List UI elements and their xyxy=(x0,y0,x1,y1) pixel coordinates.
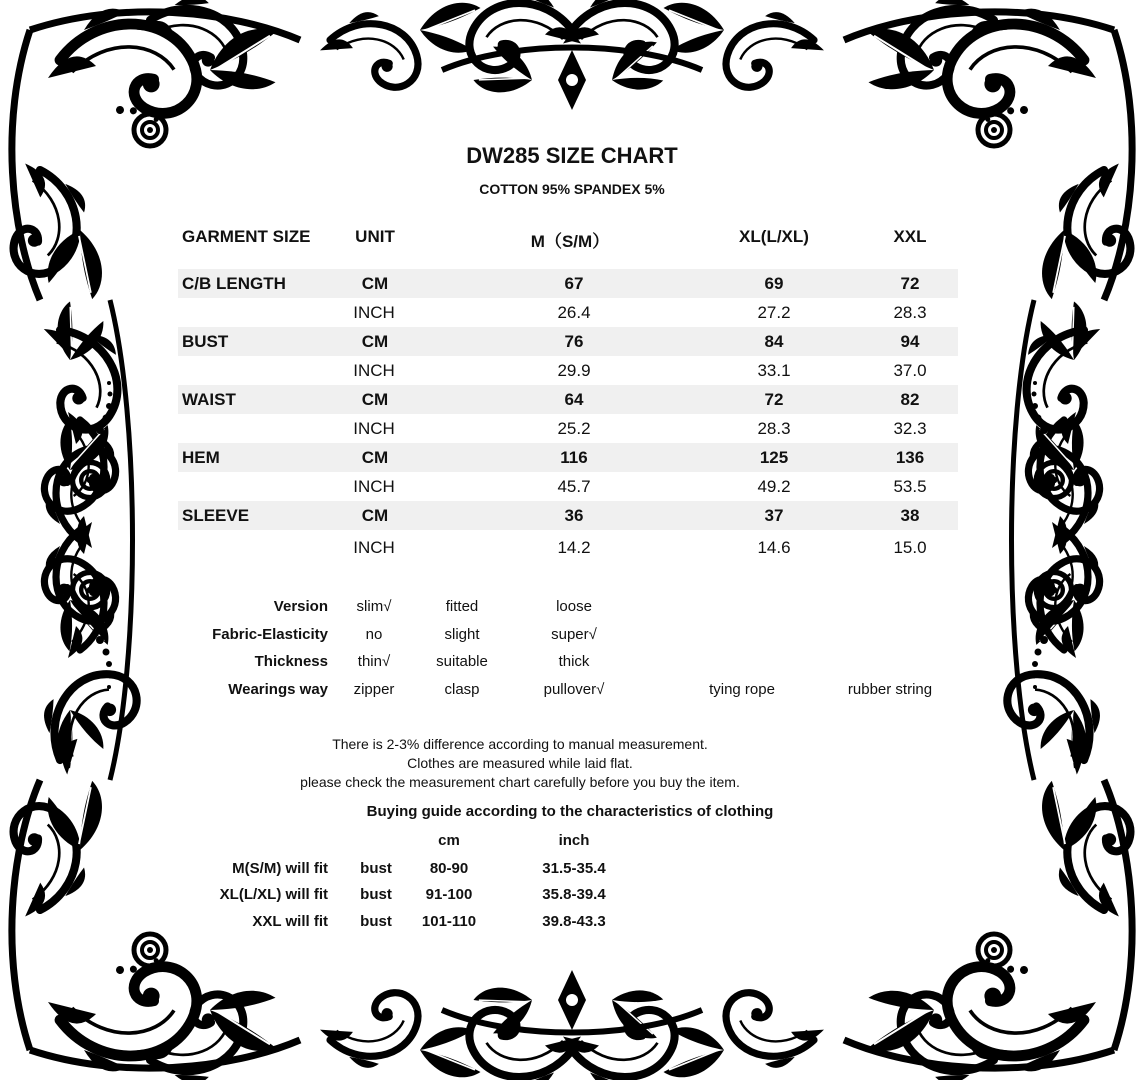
table-cell: 38 xyxy=(900,506,920,525)
guide-size: M(S/M) will fit xyxy=(232,860,328,877)
attr-option: slight xyxy=(444,626,480,643)
table-cell: 53.5 xyxy=(893,477,927,496)
guide-part: bust xyxy=(360,860,392,877)
row-label-cb-length: C/B LENGTH xyxy=(182,274,286,293)
buying-guide-title: Buying guide according to the characteristics of clothing xyxy=(366,803,774,820)
attr-label-fabric-elasticity: Fabric-Elasticity xyxy=(212,626,328,643)
table-cell: 82 xyxy=(900,390,920,409)
table-cell: 37.0 xyxy=(893,361,927,380)
row-label-sleeve: SLEEVE xyxy=(182,506,250,525)
attr-option: clasp xyxy=(444,681,480,698)
table-cell: 36 xyxy=(564,506,584,525)
guide-col-cm: cm xyxy=(438,832,460,849)
table-cell: 64 xyxy=(564,390,584,409)
unit-inch: INCH xyxy=(353,303,395,322)
guide-size: XL(L/XL) will fit xyxy=(219,886,328,903)
guide-size: XXL will fit xyxy=(252,913,328,930)
measurement-note: Clothes are measured while laid flat. xyxy=(407,755,633,771)
guide-cm: 91-100 xyxy=(425,886,473,903)
table-cell: 116 xyxy=(560,448,588,467)
header-unit: UNIT xyxy=(355,227,395,246)
table-cell: 72 xyxy=(764,390,784,409)
guide-part: bust xyxy=(360,886,392,903)
table-cell: 14.2 xyxy=(557,538,591,557)
unit-inch: INCH xyxy=(353,538,395,557)
attr-label-thickness: Thickness xyxy=(254,653,328,670)
header-garment-size: GARMENT SIZE xyxy=(182,227,311,246)
attr-option: thick xyxy=(558,653,590,670)
attr-option: loose xyxy=(556,598,592,615)
attr-option: thin√ xyxy=(357,653,391,670)
attr-label-wearings-way: Wearings way xyxy=(228,681,328,698)
unit-cm: CM xyxy=(361,390,389,409)
guide-cm: 80-90 xyxy=(429,860,469,877)
row-label-bust: BUST xyxy=(182,332,229,351)
table-cell: 33.1 xyxy=(757,361,791,380)
attr-option: tying rope xyxy=(709,681,775,698)
table-cell: 69 xyxy=(764,274,784,293)
table-cell: 94 xyxy=(900,332,920,351)
table-cell: 15.0 xyxy=(893,538,927,557)
table-cell: 136 xyxy=(895,448,925,467)
guide-cm: 101-110 xyxy=(421,913,477,930)
table-cell: 125 xyxy=(759,448,789,467)
table-cell: 28.3 xyxy=(757,419,791,438)
page-title: DW285 SIZE CHART xyxy=(466,143,678,168)
attr-option: pullover√ xyxy=(543,681,605,698)
unit-inch: INCH xyxy=(353,419,395,438)
table-cell: 49.2 xyxy=(757,477,791,496)
header-size-xl: XL(L/XL) xyxy=(739,227,809,246)
header-size-xxl: XXL xyxy=(893,227,927,246)
guide-inch: 31.5-35.4 xyxy=(542,860,606,877)
attr-option: super√ xyxy=(551,626,597,643)
table-cell: 14.6 xyxy=(757,538,791,557)
attr-label-version: Version xyxy=(273,598,328,615)
table-cell: 29.9 xyxy=(557,361,591,380)
attr-option: slim√ xyxy=(356,598,392,615)
attr-option: rubber string xyxy=(847,681,933,698)
table-cell: 45.7 xyxy=(557,477,591,496)
guide-inch: 35.8-39.4 xyxy=(542,886,606,903)
table-cell: 32.3 xyxy=(893,419,927,438)
attr-option: suitable xyxy=(436,653,488,670)
measurement-note: There is 2-3% difference according to manual measurement. xyxy=(332,736,708,752)
table-cell: 27.2 xyxy=(757,303,791,322)
material-composition: COTTON 95% SPANDEX 5% xyxy=(479,181,665,197)
table-cell: 28.3 xyxy=(893,303,927,322)
unit-inch: INCH xyxy=(353,477,395,496)
unit-cm: CM xyxy=(361,274,389,293)
unit-inch: INCH xyxy=(353,361,395,380)
table-cell: 26.4 xyxy=(557,303,591,322)
table-cell: 37 xyxy=(764,506,784,525)
guide-col-inch: inch xyxy=(558,832,590,849)
attr-option: zipper xyxy=(353,681,395,698)
measurement-note: please check the measurement chart carefully before you buy the item. xyxy=(300,774,740,790)
row-label-waist: WAIST xyxy=(182,390,236,409)
attr-option: fitted xyxy=(445,598,479,615)
table-cell: 67 xyxy=(564,274,584,293)
table-cell: 72 xyxy=(900,274,920,293)
table-cell: 25.2 xyxy=(557,419,591,438)
row-label-hem: HEM xyxy=(182,448,220,467)
unit-cm: CM xyxy=(361,332,389,351)
guide-part: bust xyxy=(360,913,392,930)
unit-cm: CM xyxy=(361,448,389,467)
table-cell: 76 xyxy=(564,332,584,351)
header-size-m: M（S/M） xyxy=(530,232,610,251)
attr-option: no xyxy=(365,626,383,643)
guide-inch: 39.8-43.3 xyxy=(542,913,606,930)
unit-cm: CM xyxy=(361,506,389,525)
table-cell: 84 xyxy=(764,332,784,351)
